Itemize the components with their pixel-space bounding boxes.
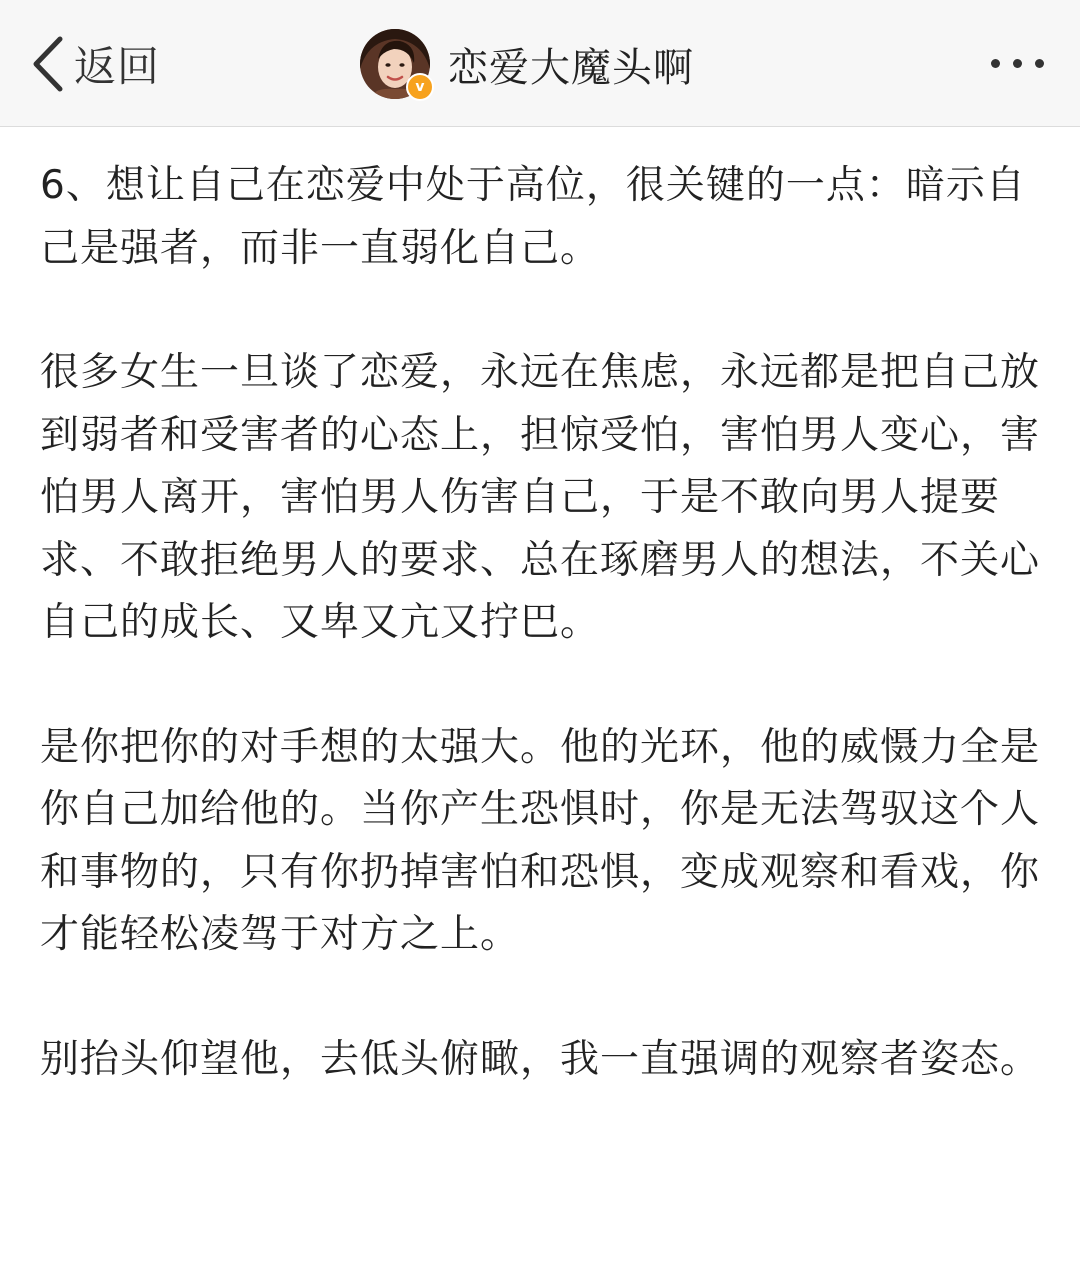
post-paragraph: 是你把你的对手想的太强大。他的光环，他的威慑力全是你自己加给他的。当你产生恐惧时，你是无法驾驭这个人和事物的，只有你扔掉害怕和恐惧，变成观察和看戏，你才能轻松凌驾于对方之上。 <box>40 724 1041 957</box>
user-profile-link[interactable] <box>360 26 694 102</box>
post-paragraph: 很多女生一旦谈了恋爱，永远在焦虑，永远都是把自己放到弱者和受害者的心态上，担惊受怕，害怕男人变心，害怕男人离开，害怕男人伤害自己，于是不敢向男人提要求、不敢拒绝男人的要求、总在琢磨男人的想法，不关心自己的成长、又卑又亢又拧巴。 <box>40 350 1041 645</box>
post-paragraph: 别抬头仰望他，去低头俯瞰，我一直强调的观察者姿态。 <box>40 1036 1041 1082</box>
back-button[interactable] <box>30 28 160 100</box>
chevron-left-icon <box>30 35 64 93</box>
avatar[interactable] <box>360 29 430 99</box>
more-dot-icon <box>991 59 1000 68</box>
post-content <box>0 127 1080 1091</box>
more-options-button[interactable] <box>991 40 1044 86</box>
back-label: 返回 <box>74 42 161 91</box>
post-paragraph: 6、想让自己在恋爱中处于高位，很关键的一点：暗示自己是强者，而非一直弱化自己。 <box>40 163 1026 271</box>
verified-badge-icon: v <box>406 73 434 101</box>
username[interactable]: 恋爱大魔头啊 <box>448 44 694 91</box>
navigation-bar <box>0 0 1080 127</box>
more-dot-icon <box>1035 59 1044 68</box>
more-dot-icon <box>1013 59 1022 68</box>
